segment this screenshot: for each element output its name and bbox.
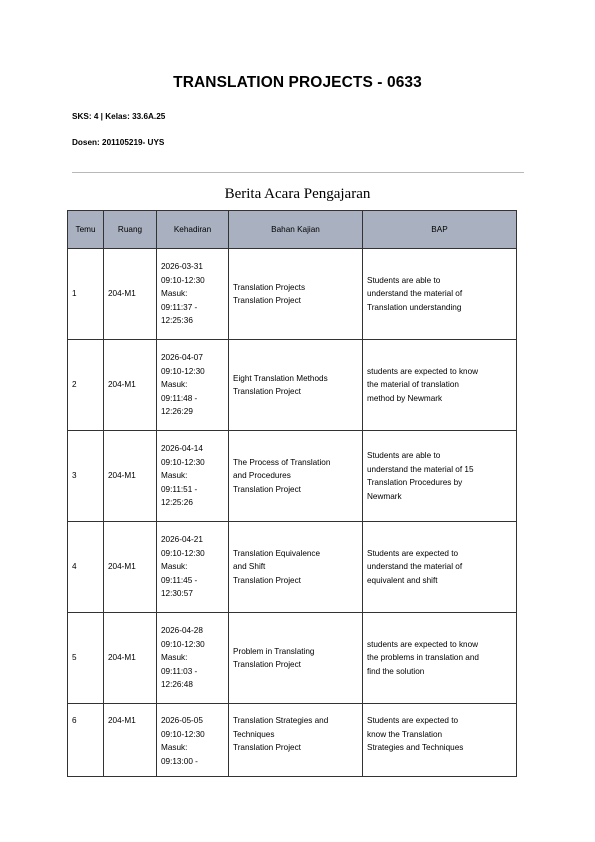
cell-ruang: 204-M1 [104,704,157,777]
kehadiran-line: 2026-04-21 [161,535,203,545]
cell-temu: 1 [68,249,104,340]
cell-bahan-kajian [229,431,363,522]
cell-kehadiran [157,522,229,613]
kehadiran-line: 09:13:00 - [161,756,198,766]
course-title: TRANSLATION PROJECTS - 0633 [173,74,422,91]
kehadiran-line: 09:11:45 - [161,575,198,585]
kehadiran-line: Masuk: [161,471,188,481]
bahan-kajian-line: Translation Project [233,387,301,396]
cell-bahan-kajian [229,704,363,777]
cell-bahan-kajian [229,522,363,613]
bahan-kajian-line: Translation Strategies and [233,716,329,725]
kehadiran-line: 12:25:36 [161,316,193,326]
cell-temu: 6 [68,704,104,777]
bap-line: understand the material of 15 [367,464,474,474]
cell-bap [363,340,517,431]
kehadiran-line: 09:10-12:30 [161,729,205,739]
bahan-kajian-line: Translation Project [233,484,301,494]
kehadiran-line: Masuk: [161,380,188,390]
kehadiran-line: 09:10-12:30 [161,457,205,467]
cell-bap [363,431,517,522]
bahan-kajian-line: and Procedures [233,471,291,481]
cell-temu: 3 [68,431,104,522]
bap-line: Students are expected to [367,548,459,558]
bap-line: Students are expected to [367,716,459,725]
column-header-bahan-kajian: Bahan Kajian [229,211,363,249]
kehadiran-line: 09:11:51 - [161,484,198,494]
bap-line: understand the material of [367,289,463,299]
cell-kehadiran [157,613,229,704]
kehadiran-line: 12:26:48 [161,680,193,690]
section-divider [72,172,524,173]
column-header-bap: BAP [363,211,517,249]
table-row [68,431,517,522]
bap-line: know the Translation [367,729,443,739]
table-row [68,613,517,704]
column-header-kehadiran: Kehadiran [157,211,229,249]
bahan-kajian-line: Translation Project [233,660,301,669]
kehadiran-line: Masuk: [161,289,188,299]
column-header-temu: Temu [68,211,104,249]
bahan-kajian-line: The Process of Translation [233,457,331,467]
cell-temu: 2 [68,340,104,431]
bahan-kajian-line: Translation Project [233,296,301,305]
sks-kelas-info: SKS: 4 | Kelas: 33.6A.25 [72,112,166,121]
kehadiran-line: Masuk: [161,562,188,572]
bap-table [67,210,517,777]
kehadiran-line: 12:26:29 [161,407,193,417]
kehadiran-line: 09:10-12:30 [161,548,205,558]
kehadiran-line: 09:11:03 - [161,666,198,676]
cell-bahan-kajian [229,249,363,340]
bahan-kajian-line: Translation Equivalence [233,548,321,558]
bap-line: Newmark [367,491,402,501]
kehadiran-line: 09:10-12:30 [161,275,205,285]
cell-bap [363,249,517,340]
table-header-row [68,211,517,249]
cell-ruang: 204-M1 [104,249,157,340]
section-title: Berita Acara Pengajaran [224,186,371,202]
bahan-kajian-line: Translation Projects [233,282,306,292]
bap-line: the problems in translation and [367,653,479,663]
bap-line: Strategies and Techniques [367,743,464,752]
cell-bahan-kajian [229,340,363,431]
cell-ruang: 204-M1 [104,613,157,704]
bahan-kajian-line: Translation Project [233,743,301,752]
table-row [68,704,517,777]
bap-line: students are expected to know [367,366,479,376]
bap-line: Students are able to [367,451,441,460]
cell-bahan-kajian [229,613,363,704]
bap-line: method by Newmark [367,393,443,403]
bap-line: Translation Procedures by [367,478,463,487]
kehadiran-line: Masuk: [161,653,188,663]
table-row [68,249,517,340]
bahan-kajian-line: Translation Project [233,575,301,585]
bap-line: Students are able to [367,275,441,285]
cell-kehadiran [157,704,229,777]
cell-temu: 5 [68,613,104,704]
kehadiran-line: 09:11:48 - [161,393,198,403]
bap-line: the material of translation [367,380,459,390]
cell-bap [363,704,517,777]
bap-line: Translation understanding [367,302,462,312]
cell-kehadiran [157,340,229,431]
bap-line: equivalent and shift [367,575,438,585]
bap-line: students are expected to know [367,639,479,649]
kehadiran-line: 09:10-12:30 [161,366,205,376]
kehadiran-line: 2026-04-14 [161,444,203,454]
cell-temu: 4 [68,522,104,613]
cell-bap [363,522,517,613]
cell-ruang: 204-M1 [104,340,157,431]
bahan-kajian-line: and Shift [233,562,266,572]
kehadiran-line: 2026-05-05 [161,716,203,725]
kehadiran-line: Masuk: [161,743,188,752]
cell-ruang: 204-M1 [104,431,157,522]
bahan-kajian-line: Problem in Translating [233,646,315,656]
kehadiran-line: 09:11:37 - [161,302,198,312]
table-row [68,522,517,613]
kehadiran-line: 2026-04-28 [161,626,203,636]
table-row [68,340,517,431]
cell-bap [363,613,517,704]
cell-ruang: 204-M1 [104,522,157,613]
cell-kehadiran [157,249,229,340]
bap-line: understand the material of [367,562,463,572]
kehadiran-line: 09:10-12:30 [161,639,205,649]
column-header-ruang: Ruang [104,211,157,249]
kehadiran-line: 2026-04-07 [161,353,203,363]
kehadiran-line: 12:25:26 [161,498,193,508]
dosen-info: Dosen: 201105219- UYS [72,138,165,147]
kehadiran-line: 12:30:57 [161,589,193,599]
bap-line: find the solution [367,666,425,676]
bahan-kajian-line: Techniques [233,729,275,739]
bahan-kajian-line: Eight Translation Methods [233,373,328,383]
cell-kehadiran [157,431,229,522]
kehadiran-line: 2026-03-31 [161,262,203,272]
